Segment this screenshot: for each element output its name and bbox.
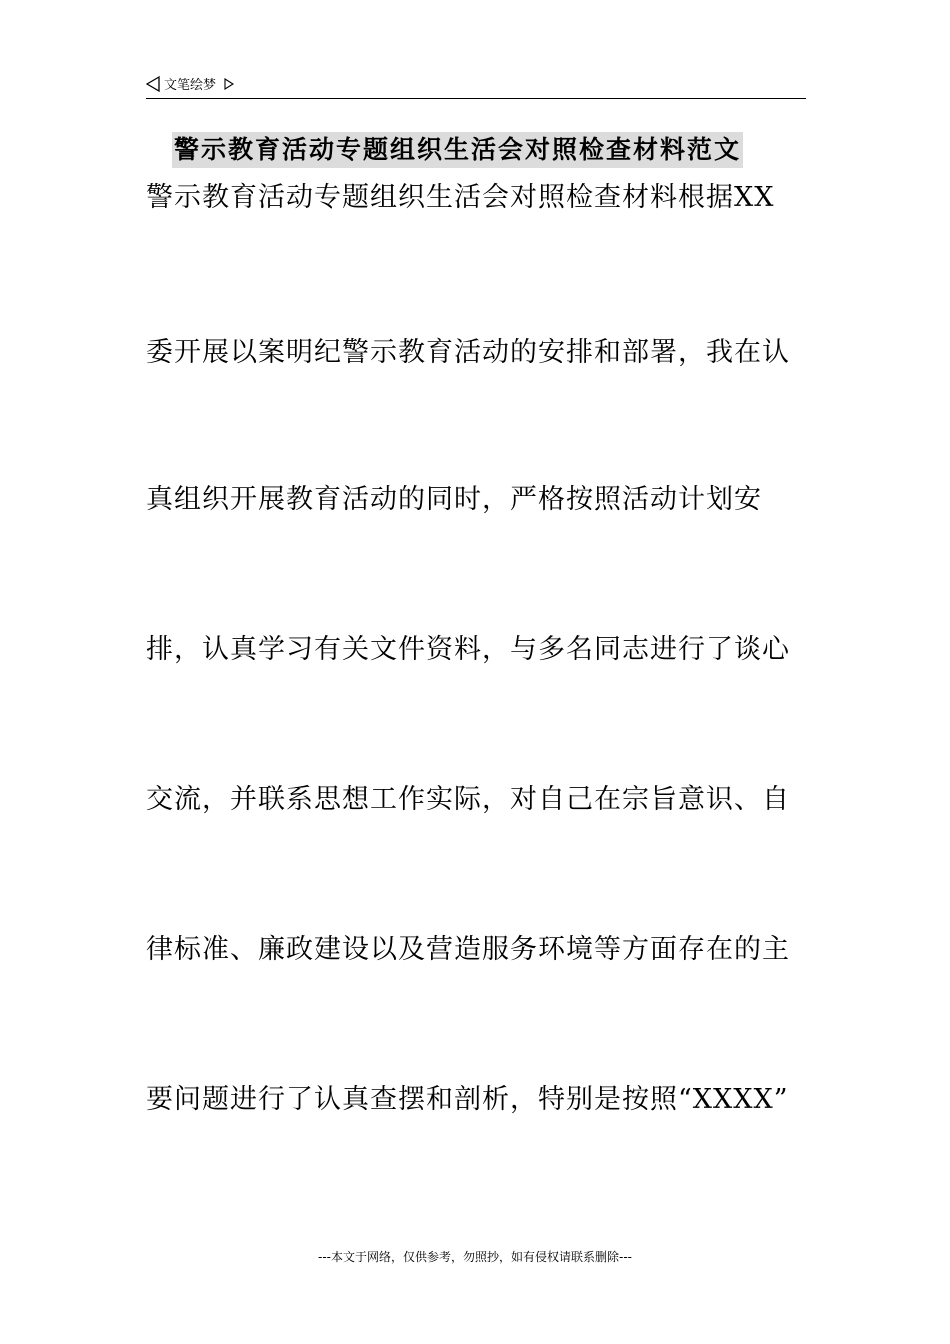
body-line-3: 真组织开展教育活动的同时，严格按照活动计划安: [146, 484, 762, 515]
header-brand-group: [146, 74, 234, 93]
body-line-2: 委开展以案明纪警示教育活动的安排和部署，我在认: [146, 337, 790, 368]
footer-disclaimer: ---本文于网络，仅供参考，勿照抄，如有侵权请联系删除---: [318, 1250, 632, 1264]
document-title: 警示教育活动专题组织生活会对照检查材料范文: [172, 132, 743, 168]
page-header: [146, 74, 806, 99]
body-line-1: 警示教育活动专题组织生活会对照检查材料根据XX: [146, 182, 775, 213]
body-line-5: 交流，并联系思想工作实际，对自己在宗旨意识、自: [146, 784, 790, 815]
body-line-7: 要问题进行了认真查摆和剖析，特别是按照“XXXX”: [146, 1084, 789, 1115]
body-line-4: 排，认真学习有关文件资料，与多名同志进行了谈心: [146, 634, 790, 665]
header-brand: 文笔绘梦: [164, 78, 217, 93]
triangle-right-icon: [224, 78, 234, 90]
triangle-left-icon: [146, 76, 160, 92]
body-line-6: 律标准、廉政建设以及营造服务环境等方面存在的主: [146, 934, 790, 965]
